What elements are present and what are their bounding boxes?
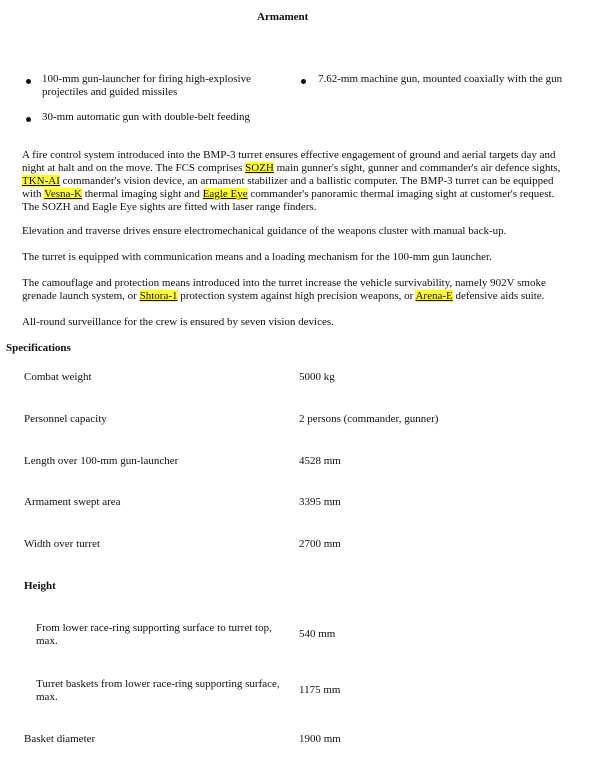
spec-value: 540 mm bbox=[299, 628, 336, 640]
link-arena-e[interactable]: Arena-E bbox=[415, 290, 453, 302]
height-heading: Height bbox=[24, 580, 56, 592]
spec-label: Personnel capacity bbox=[24, 413, 107, 425]
link-tkn-ai[interactable]: TKN-AI bbox=[22, 175, 60, 187]
bullet-marker bbox=[26, 79, 31, 84]
spec-label: From lower race-ring supporting surface to turret top, max. bbox=[36, 622, 272, 647]
bullet-marker bbox=[301, 79, 306, 84]
spec-value: 5000 kg bbox=[299, 371, 335, 383]
bullet-text: 100-mm gun-launcher for firing high-explosive projectiles and guided missiles bbox=[42, 73, 251, 98]
spec-label: Turret baskets from lower race-ring supporting surface, max. bbox=[36, 678, 280, 703]
spec-value: 1175 mm bbox=[299, 684, 341, 696]
section-title: Armament bbox=[257, 11, 309, 23]
spec-value: 3395 mm bbox=[299, 496, 341, 508]
spec-label: Basket diameter bbox=[24, 733, 96, 745]
spec-label: Armament swept area bbox=[24, 496, 121, 508]
drives-paragraph: Elevation and traverse drives ensure electromechanical guidance of the weapons cluster with manual back-up. bbox=[22, 225, 507, 237]
bullet-text: 7.62-mm machine gun, mounted coaxially with the gun bbox=[318, 73, 563, 85]
link-eagle-eye[interactable]: Eagle Eye bbox=[202, 188, 248, 200]
spec-value: 4528 mm bbox=[299, 455, 341, 467]
link-vesna-k[interactable]: Vesna-K bbox=[44, 188, 82, 200]
protection-paragraph: The camouflage and protection means introduced into the turret increase the vehicle survivability, namely 902V smoke grenade launch system, or Shtora-1 protection system against high precision weapons, or Arena-E defensive aids suite. bbox=[22, 277, 546, 302]
spec-value: 2 persons (commander, gunner) bbox=[299, 413, 439, 425]
link-sozh[interactable]: SOZH bbox=[245, 162, 274, 174]
spec-label: Combat weight bbox=[24, 371, 92, 383]
spec-value: 1900 mm bbox=[299, 733, 341, 745]
link-shtora-1[interactable]: Shtora-1 bbox=[139, 290, 178, 302]
turret-paragraph: The turret is equipped with communication means and a loading mechanism for the 100-mm gun launcher. bbox=[22, 251, 492, 263]
bullet-marker bbox=[26, 117, 31, 122]
spec-label: Width over turret bbox=[24, 538, 100, 550]
bullet-text: 30-mm automatic gun with double-belt feeding bbox=[42, 111, 251, 123]
spec-label: Length over 100-mm gun-launcher bbox=[24, 455, 179, 467]
fcs-paragraph: A fire control system introduced into the BMP-3 turret ensures effective engagement of ground and aerial targets day and night at halt and on the move. The FCS comprises SOZH main gunner's sight, gunner and commander's air defence sights, TKN-AI commander's vision device, an armament stabilizer and a ballistic computer. The BMP-3 turret can be equipped with Vesna-K thermal imaging sight and Eagle Eye commander's panoramic thermal imaging sight at customer's request. The SOZH and Eagle Eye sights are fitted with laser range finders. bbox=[22, 149, 561, 213]
specs-heading: Specifications bbox=[6, 342, 71, 354]
surveillance-paragraph: All-round surveillance for the crew is ensured by seven vision devices. bbox=[22, 316, 334, 328]
spec-value: 2700 mm bbox=[299, 538, 341, 550]
